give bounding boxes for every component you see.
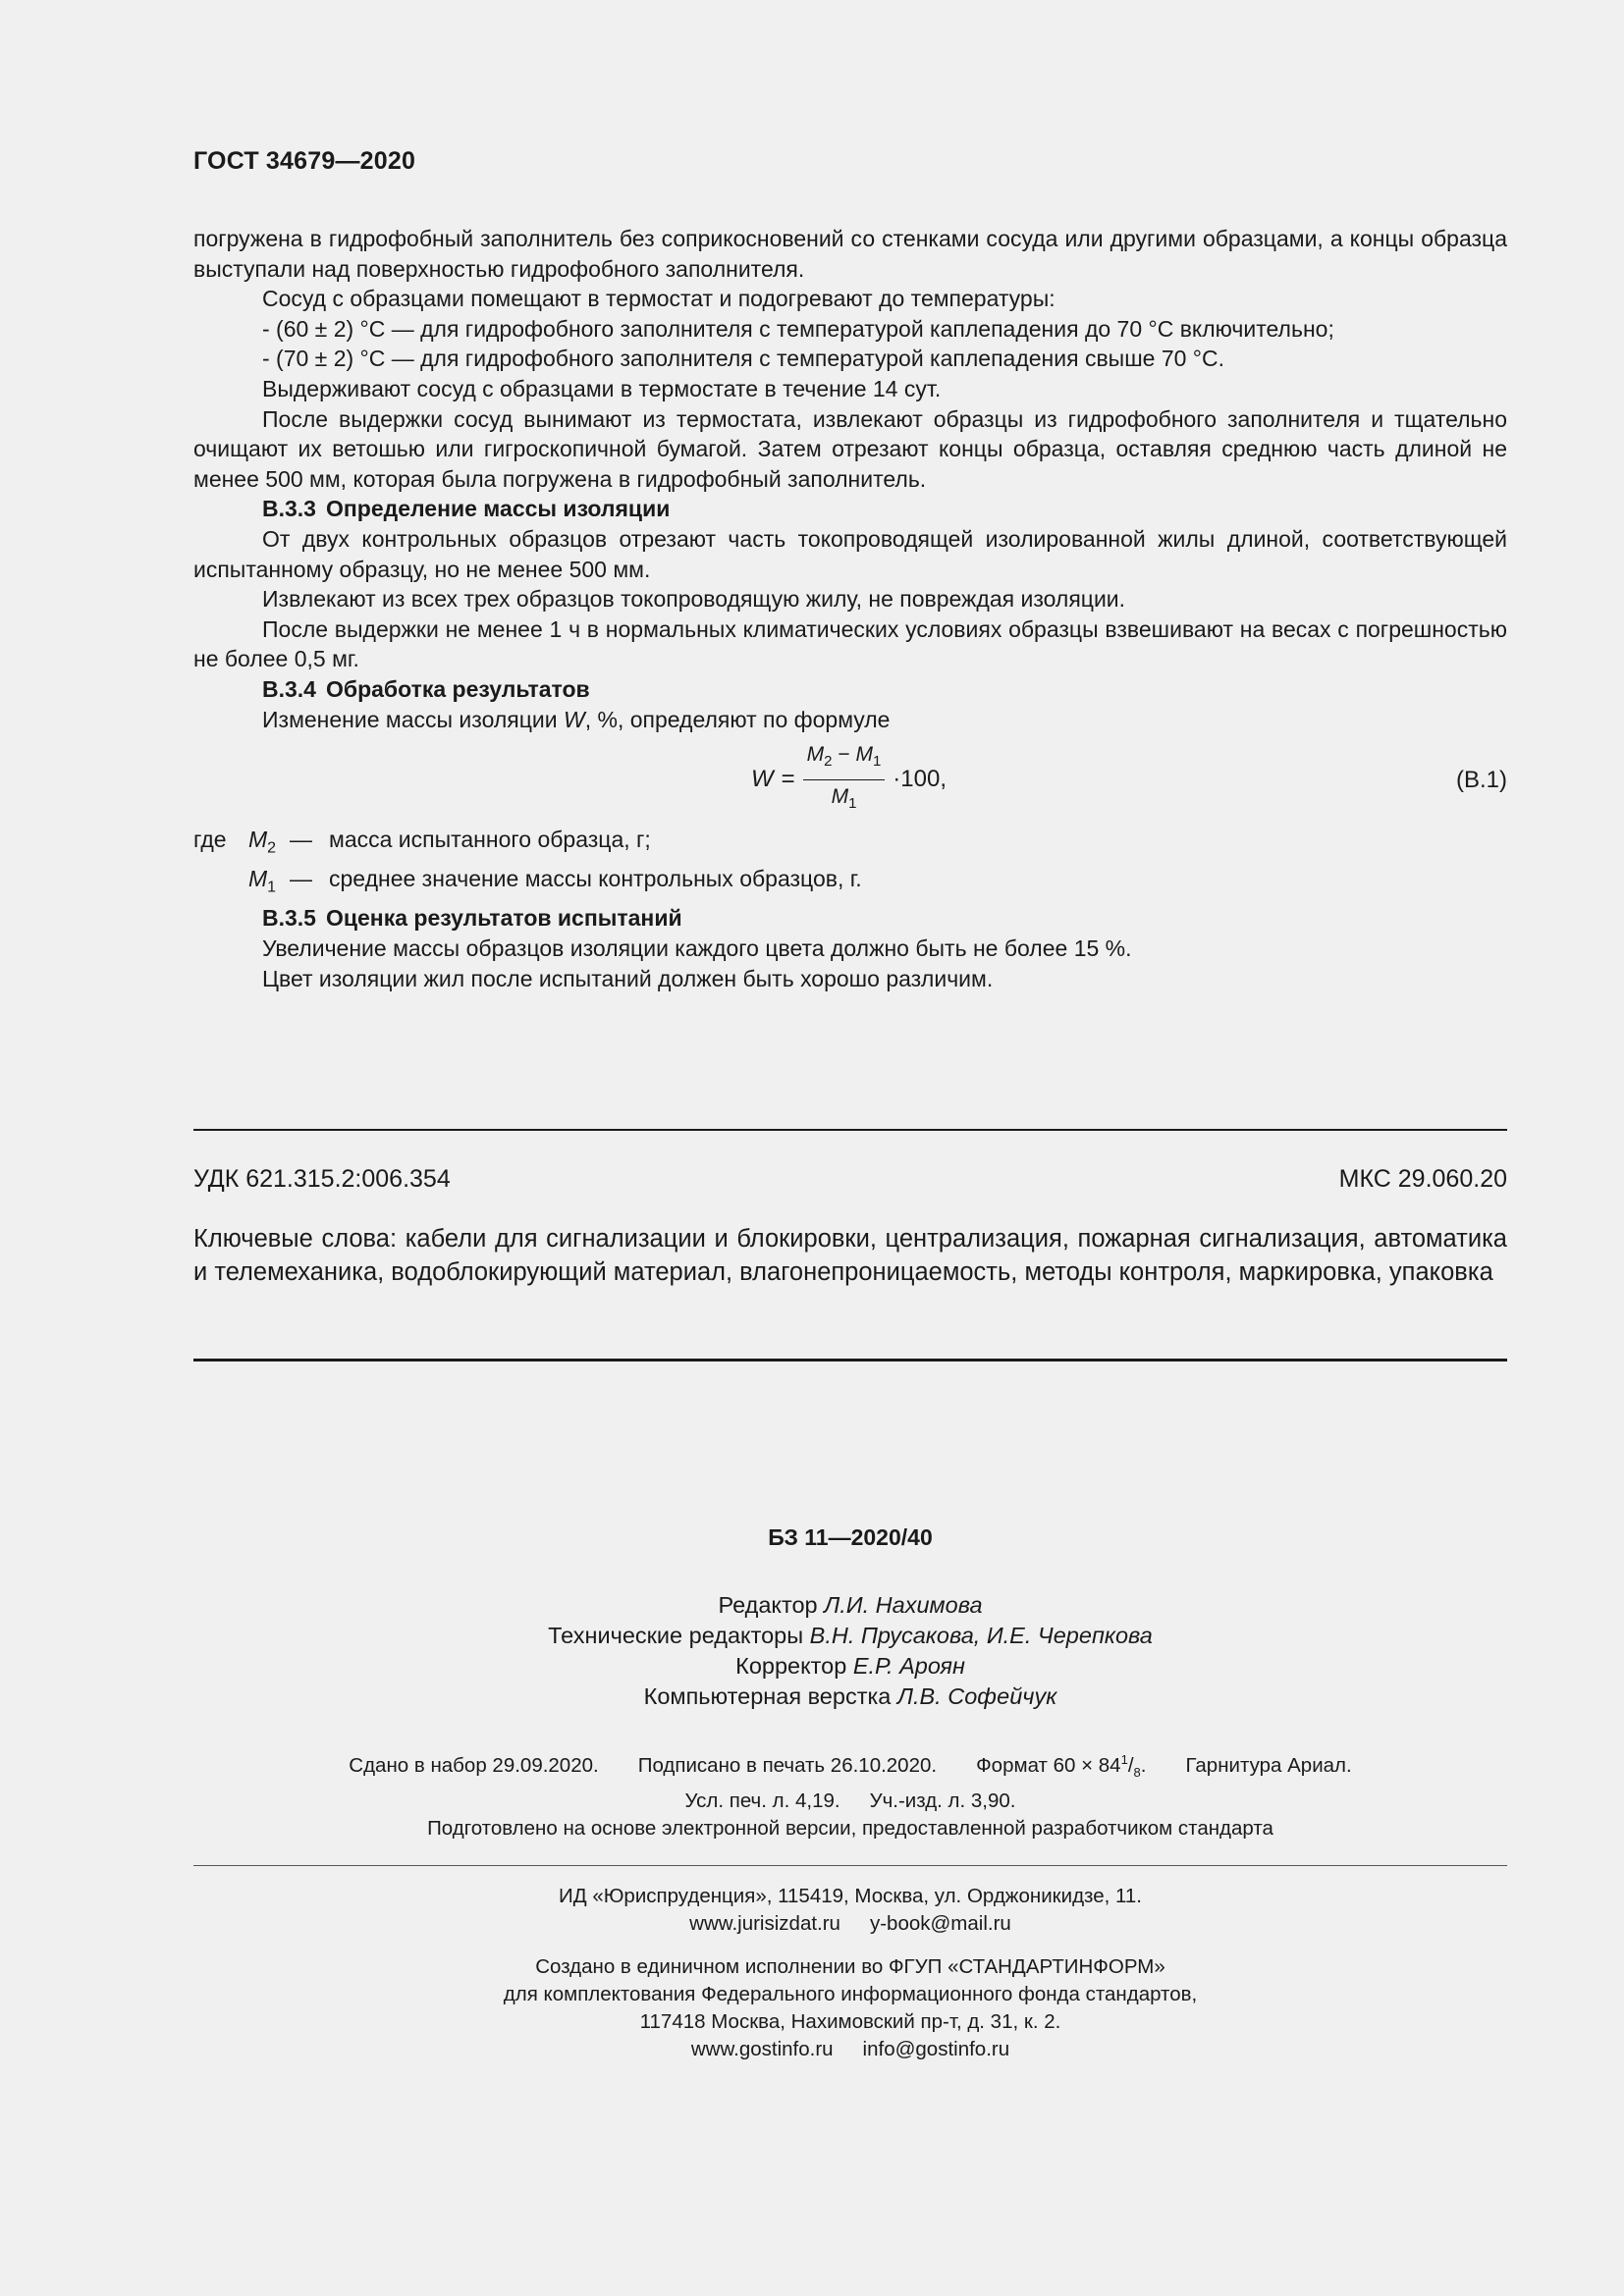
udk-code: УДК 621.315.2:006.354: [193, 1165, 451, 1193]
tech-editors-line: Технические редакторы В.Н. Прусакова, И.Е. Черепкова: [548, 1623, 1153, 1648]
section-number: В.3.5: [262, 905, 316, 932]
publisher-email: y-book@mail.ru: [869, 1912, 1011, 1935]
formula-legend: [193, 825, 1507, 903]
print-info-line: Сдано в набор 29.09.2020. Подписано в печать 26.10.2020. Формат $60 \times 84^1/_8$. Гарнитура Ариал.: [349, 1752, 1352, 1780]
legend-row: [193, 825, 1507, 864]
creation-line: Создано в единичном исполнении во ФГУП «СТАНДАРТИНФОРМ»: [535, 1955, 1165, 1978]
section-title: Оценка результатов испытаний: [325, 905, 682, 932]
legend-text: масса испытанного образца, г;: [329, 827, 651, 853]
list-item: - (70 ± 2) °С — для гидрофобного заполнителя с температурой каплепадения свыше 70 °С.: [262, 346, 1224, 372]
publisher-contacts: [193, 1910, 1507, 1938]
formula-number: (В.1): [1455, 767, 1507, 794]
paragraph: Извлекают из всех трех образцов токопроводящую жилу, не повреждая изоляции.: [262, 586, 1126, 613]
legend-text: среднее значение массы контрольных образцов, г.: [329, 866, 862, 892]
publisher-address: ИД «Юриспруденция», 115419, Москва, ул. Орджоникидзе, 11.: [559, 1885, 1142, 1907]
mks-code: МКС 29.060.20: [1338, 1165, 1507, 1193]
bz-number: БЗ 11—2020/40: [768, 1524, 933, 1550]
section-title: Определение массы изоляции: [325, 496, 671, 522]
legend-dash: —: [290, 866, 312, 892]
imprint-divider: [193, 1865, 1507, 1866]
formula-body: [751, 744, 947, 815]
formula-b1: [193, 742, 1507, 819]
print-info: [193, 1745, 1507, 1815]
print-sheets-line: Усл. печ. л. 4,19. Уч.-изд. л. 3,90.: [684, 1789, 1016, 1812]
corrector-line: Корректор Е.Р. Ароян: [735, 1653, 965, 1679]
legend-label: где: [193, 827, 227, 853]
layout-line: Компьютерная верстка Л.В. Софейчук: [643, 1683, 1057, 1709]
publisher-info: [193, 1883, 1507, 1938]
list-item: - (60 ± 2) °С — для гидрофобного заполнителя с температурой каплепадения до 70 °С включительно;: [262, 315, 1334, 342]
document-id: ГОСТ 34679—2020: [193, 147, 416, 175]
page-header: [193, 147, 1507, 176]
section-title: Обработка результатов: [325, 675, 590, 702]
top-divider: [193, 1129, 1507, 1131]
paragraph: Увеличение массы образцов изоляции каждого цвета должно быть не более 15 %.: [262, 935, 1132, 962]
paragraph: [193, 705, 1507, 735]
legend-row: [193, 864, 1507, 903]
paragraph: Выдерживают сосуд с образцами в термостате в течение 14 сут.: [262, 375, 942, 401]
paragraph: Цвет изоляции жил после испытаний должен быть хорошо различим.: [262, 965, 994, 991]
fraction-numerator: $M_2 - M_1$: [803, 740, 886, 780]
creation-contacts: [193, 2036, 1507, 2063]
paragraph: После выдержки сосуд вынимают из термостата, извлекают образцы из гидрофобного заполнителя и тщательно очищают их ветошью или гигроскопичной бумагой. Затем отрезают концы образца, оставляя среднюю часть длиной не менее 500 мм, которая была погружена в гидрофобный заполнитель.: [193, 405, 1507, 492]
formula-equals: =: [781, 765, 795, 792]
classification-row: [193, 1165, 1507, 1194]
paragraph: После выдержки не менее 1 ч в нормальных климатических условиях образцы взвешивают на весах с погрешностью не более 0,5 мг.: [193, 615, 1507, 672]
paragraph: Сосуд с образцами помещают в термостат и подогревают до температуры:: [262, 286, 1056, 312]
formula-fraction: [803, 740, 886, 820]
fraction-denominator: $M_1$: [831, 784, 857, 812]
text-run: , %, определяют по формуле: [584, 706, 891, 732]
keywords: Ключевые слова: кабели для сигнализации и блокировки, централизация, пожарная сигнализация, автоматика и телемеханика, водоблокирующий материал, влагонепроницаемость, методы контроля, маркировка, упаковка: [193, 1225, 1507, 1286]
legend-dash: —: [290, 827, 312, 853]
section-heading-b34: [193, 674, 1507, 705]
legend-symbol: $M_1$: [248, 866, 277, 896]
creation-address: 117418 Москва, Нахимовский пр-т, д. 31, к. 2.: [639, 2010, 1061, 2033]
creation-info: [193, 1953, 1507, 2063]
paragraph: От двух контрольных образцов отрезают часть токопроводящей изолированной жилы длиной, соответствующей испытанному образцу, но не менее 500 мм.: [193, 525, 1507, 582]
gostinfo-email: info@gostinfo.ru: [862, 2038, 1010, 2060]
formula-multiplier: ·100,: [893, 765, 947, 792]
gostinfo-website: www.gostinfo.ru: [690, 2038, 834, 2060]
formula-lhs: W: [751, 765, 774, 792]
body-text: [193, 224, 1507, 993]
text-run: Изменение массы изоляции: [262, 706, 564, 732]
section-heading-b35: [193, 903, 1507, 934]
section-number: В.3.3: [262, 496, 316, 522]
creation-line: для комплектования Федерального информационного фонда стандартов,: [503, 1983, 1198, 2005]
paragraph: погружена в гидрофобный заполнитель без соприкосновений со стенками сосуда или другими образцами, а концы образца выступали над поверхностью гидрофобного заполнителя.: [193, 226, 1507, 282]
prepared-note: Подготовлено на основе электронной версии, предоставленной разработчиком стандарта: [427, 1817, 1273, 1840]
section-heading-b33: [193, 494, 1507, 524]
publisher-website: www.jurisizdat.ru: [689, 1912, 840, 1935]
editorial-staff: [193, 1590, 1507, 1712]
editor-line: Редактор Л.И. Нахимова: [718, 1592, 983, 1618]
section-number: В.3.4: [262, 675, 316, 702]
variable: W: [564, 706, 585, 732]
legend-symbol: $M_2$: [248, 827, 277, 857]
bottom-divider: [193, 1359, 1507, 1362]
